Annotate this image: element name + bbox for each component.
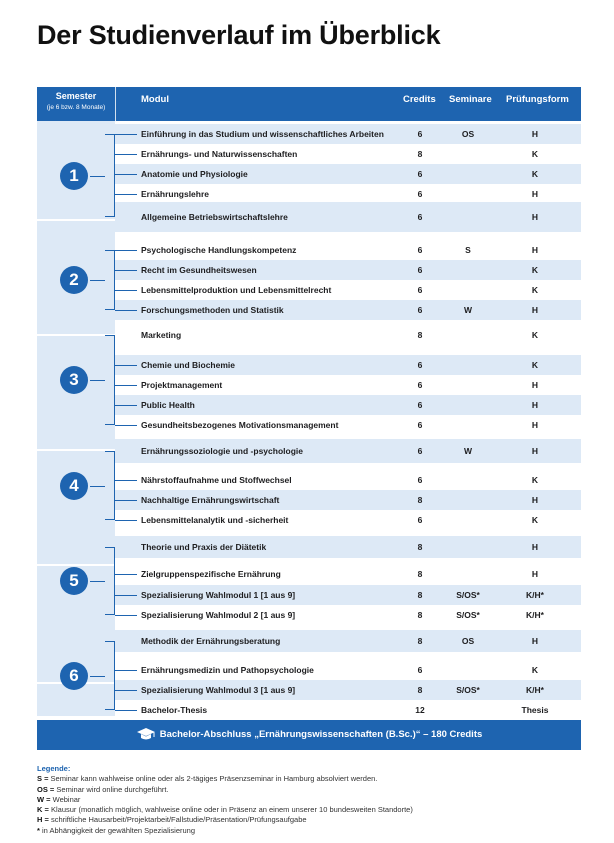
module-name: Spezialisierung Wahlmodul 3 [1 aus 9] <box>141 685 296 695</box>
module-seminar: W <box>463 446 473 456</box>
module-credits: 8 <box>417 636 423 646</box>
module-pruefungsform: K <box>531 475 539 485</box>
module-pruefungsform: H <box>531 446 539 456</box>
module-name: Lebensmittelanalytik und -sicherheit <box>141 515 289 525</box>
table-row <box>115 510 581 530</box>
semester-number: 4 <box>60 472 88 500</box>
legend-item <box>37 774 413 784</box>
legend-key: * <box>37 825 40 835</box>
semester-bracket <box>105 451 115 520</box>
row-connector <box>115 520 137 521</box>
module-name: Chemie und Biochemie <box>141 360 235 370</box>
semester-connector <box>90 486 105 487</box>
module-pruefungsform: H <box>531 212 539 222</box>
table-row <box>115 564 581 584</box>
module-name: Spezialisierung Wahlmodul 1 [1 aus 9] <box>141 590 296 600</box>
table-row <box>115 660 581 680</box>
module-credits: 6 <box>417 665 423 675</box>
module-pruefungsform: H <box>531 495 539 505</box>
module-pruefungsform: K/H* <box>526 610 544 620</box>
module-pruefungsform: K <box>531 330 539 340</box>
module-credits: 6 <box>417 129 423 139</box>
module-pruefungsform: H <box>531 129 539 139</box>
table-row <box>115 184 581 204</box>
table-row <box>115 439 581 463</box>
module-name: Allgemeine Betriebswirtschaftslehre <box>141 212 288 222</box>
table-row <box>115 260 581 280</box>
semester-number: 2 <box>60 266 88 294</box>
row-connector <box>115 134 137 135</box>
module-credits: 6 <box>417 360 423 370</box>
module-name: Spezialisierung Wahlmodul 2 [1 aus 9] <box>141 610 296 620</box>
table-row <box>115 415 581 435</box>
row-connector <box>115 690 137 691</box>
module-name: Einführung in das Studium und wissenschaftliches Arbeiten <box>141 129 384 139</box>
module-pruefungsform: Thesis <box>521 705 549 715</box>
module-name: Zielgruppenspezifische Ernährung <box>141 569 281 579</box>
module-seminar: S/OS* <box>456 685 480 695</box>
module-credits: 8 <box>417 330 423 340</box>
module-credits: 6 <box>417 420 423 430</box>
module-name: Recht im Gesundheitswesen <box>141 265 257 275</box>
semester-bracket <box>105 134 115 217</box>
module-pruefungsform: H <box>531 380 539 390</box>
header-modul: Modul <box>141 94 169 105</box>
table-row <box>115 322 581 348</box>
module-credits: 12 <box>415 705 425 715</box>
semester-bracket <box>105 547 115 615</box>
module-name: Forschungsmethoden und Statistik <box>141 305 284 315</box>
table-header <box>37 87 581 121</box>
row-connector <box>115 250 137 251</box>
row-connector <box>115 670 137 671</box>
row-connector <box>115 290 137 291</box>
table-row <box>115 144 581 164</box>
module-name: Bachelor-Thesis <box>141 705 208 715</box>
table-row <box>115 280 581 300</box>
table-row <box>115 536 581 558</box>
legend-key: H = <box>37 815 49 825</box>
module-credits: 8 <box>417 495 423 505</box>
legend-text: Seminar kann wahlweise online oder als 2-tägiges Präsenzseminar in Hamburg absolviert werden. <box>48 774 378 784</box>
row-connector <box>115 194 137 195</box>
legend-item <box>37 826 413 836</box>
header-semester: Semester (je 6 bzw. 8 Monate) <box>46 91 106 111</box>
module-name: Ernährungs- und Naturwissenschaften <box>141 149 298 159</box>
module-credits: 6 <box>417 285 423 295</box>
legend <box>37 764 413 836</box>
module-credits: 6 <box>417 380 423 390</box>
row-connector <box>115 595 137 596</box>
module-credits: 8 <box>417 610 423 620</box>
module-pruefungsform: K <box>531 665 539 675</box>
table-row <box>115 355 581 375</box>
legend-text: Klausur (monatlich möglich, wahlweise online oder in Präsenz an einem unserer 10 bundesweiten Standorte) <box>48 805 413 815</box>
module-seminar: S/OS* <box>456 590 480 600</box>
module-name: Public Health <box>141 400 195 410</box>
module-pruefungsform: H <box>531 189 539 199</box>
module-name: Nachhaltige Ernährungswirtschaft <box>141 495 280 505</box>
row-connector <box>115 405 137 406</box>
legend-key: W = <box>37 794 51 804</box>
module-pruefungsform: H <box>531 636 539 646</box>
module-seminar: W <box>463 305 473 315</box>
degree-footer: Bachelor-Abschluss „Ernährungswissenschaften (B.Sc.)“ – 180 Credits <box>37 720 581 750</box>
module-seminar: OS <box>461 129 475 139</box>
module-name: Anatomie und Physiologie <box>141 169 248 179</box>
module-credits: 8 <box>417 542 423 552</box>
module-name: Psychologische Handlungskompetenz <box>141 245 297 255</box>
semester-connector <box>90 380 105 381</box>
legend-text: schriftliche Hausarbeit/Projektarbeit/Fallstudie/Präsentation/Prüfungsaufgabe <box>48 815 307 825</box>
table-row <box>115 300 581 320</box>
module-name: Ernährungssoziologie und -psychologie <box>141 446 303 456</box>
semester-number: 1 <box>60 162 88 190</box>
module-credits: 8 <box>417 685 423 695</box>
table-row <box>115 630 581 652</box>
table-row <box>115 124 581 144</box>
semester-connector <box>90 280 105 281</box>
module-pruefungsform: K <box>531 515 539 525</box>
legend-item <box>37 795 413 805</box>
module-credits: 6 <box>417 265 423 275</box>
row-connector <box>115 574 137 575</box>
semester-bracket <box>105 641 115 710</box>
module-credits: 6 <box>417 515 423 525</box>
module-name: Gesundheitsbezogenes Motivationsmanagement <box>141 420 339 430</box>
module-credits: 8 <box>417 590 423 600</box>
module-name: Lebensmittelproduktion und Lebensmittelrecht <box>141 285 332 295</box>
module-pruefungsform: H <box>531 245 539 255</box>
row-connector <box>115 710 137 711</box>
module-pruefungsform: H <box>531 305 539 315</box>
module-credits: 6 <box>417 446 423 456</box>
module-credits: 8 <box>417 149 423 159</box>
table-row <box>115 164 581 184</box>
table-row <box>115 240 581 260</box>
row-connector <box>115 365 137 366</box>
row-connector <box>115 154 137 155</box>
module-name: Ernährungslehre <box>141 189 210 199</box>
module-pruefungsform: H <box>531 420 539 430</box>
module-name: Nährstoffaufnahme und Stoffwechsel <box>141 475 292 485</box>
module-pruefungsform: K/H* <box>526 685 544 695</box>
header-credits: Credits <box>403 94 436 105</box>
legend-key: S = <box>37 774 49 784</box>
legend-item <box>37 805 413 815</box>
legend-text: Webinar <box>50 794 81 804</box>
module-credits: 6 <box>417 189 423 199</box>
module-name: Ernährungsmedizin und Pathopsychologie <box>141 665 314 675</box>
row-connector <box>115 310 137 311</box>
module-name: Methodik der Ernährungsberatung <box>141 636 281 646</box>
module-seminar: S <box>465 245 471 255</box>
header-divider <box>115 87 116 121</box>
module-pruefungsform: K <box>531 169 539 179</box>
module-seminar: S/OS* <box>456 610 480 620</box>
semester-bracket <box>105 335 115 425</box>
row-connector <box>115 174 137 175</box>
module-credits: 6 <box>417 212 423 222</box>
module-pruefungsform: H <box>531 400 539 410</box>
module-seminar: OS <box>461 636 475 646</box>
row-connector <box>115 385 137 386</box>
semester-connector <box>90 581 105 582</box>
row-connector <box>115 480 137 481</box>
module-pruefungsform: K <box>531 285 539 295</box>
module-credits: 6 <box>417 169 423 179</box>
semester-number: 5 <box>60 567 88 595</box>
module-pruefungsform: K <box>531 149 539 159</box>
module-credits: 8 <box>417 569 423 579</box>
module-pruefungsform: K <box>531 265 539 275</box>
graduation-cap-icon <box>136 727 156 741</box>
header-seminare: Seminare <box>449 94 492 105</box>
legend-key: K = <box>37 805 49 815</box>
legend-item <box>37 815 413 825</box>
module-pruefungsform: K <box>531 360 539 370</box>
table-row <box>115 605 581 625</box>
module-credits: 6 <box>417 305 423 315</box>
row-connector <box>115 425 137 426</box>
legend-item <box>37 785 413 795</box>
row-connector <box>115 270 137 271</box>
table-row <box>115 395 581 415</box>
page-title: Der Studienverlauf im Überblick <box>37 20 441 50</box>
table-row <box>115 202 581 232</box>
legend-key: OS = <box>37 784 55 794</box>
module-name: Theorie und Praxis der Diätetik <box>141 542 267 552</box>
table-row <box>115 375 581 395</box>
row-connector <box>115 615 137 616</box>
semester-connector <box>90 176 105 177</box>
module-credits: 6 <box>417 400 423 410</box>
row-connector <box>115 500 137 501</box>
module-credits: 6 <box>417 475 423 485</box>
table-row <box>115 680 581 700</box>
semester-block <box>37 451 115 564</box>
legend-text: Seminar wird online durchgeführt. <box>54 784 169 794</box>
semester-bracket <box>105 250 115 310</box>
header-pruefungsform: Prüfungsform <box>506 94 569 105</box>
module-pruefungsform: H <box>531 569 539 579</box>
module-name: Projektmanagement <box>141 380 223 390</box>
legend-text: in Abhängigkeit der gewählten Spezialisierung <box>39 825 196 835</box>
table-row <box>115 700 581 720</box>
table-row <box>115 585 581 605</box>
module-pruefungsform: K/H* <box>526 590 544 600</box>
module-credits: 6 <box>417 245 423 255</box>
legend-title: Legende: <box>37 764 71 773</box>
semester-number: 3 <box>60 366 88 394</box>
table-row <box>115 470 581 490</box>
module-pruefungsform: H <box>531 542 539 552</box>
module-name: Marketing <box>141 330 182 340</box>
table-row <box>115 490 581 510</box>
semester-connector <box>90 676 105 677</box>
semester-number: 6 <box>60 662 88 690</box>
